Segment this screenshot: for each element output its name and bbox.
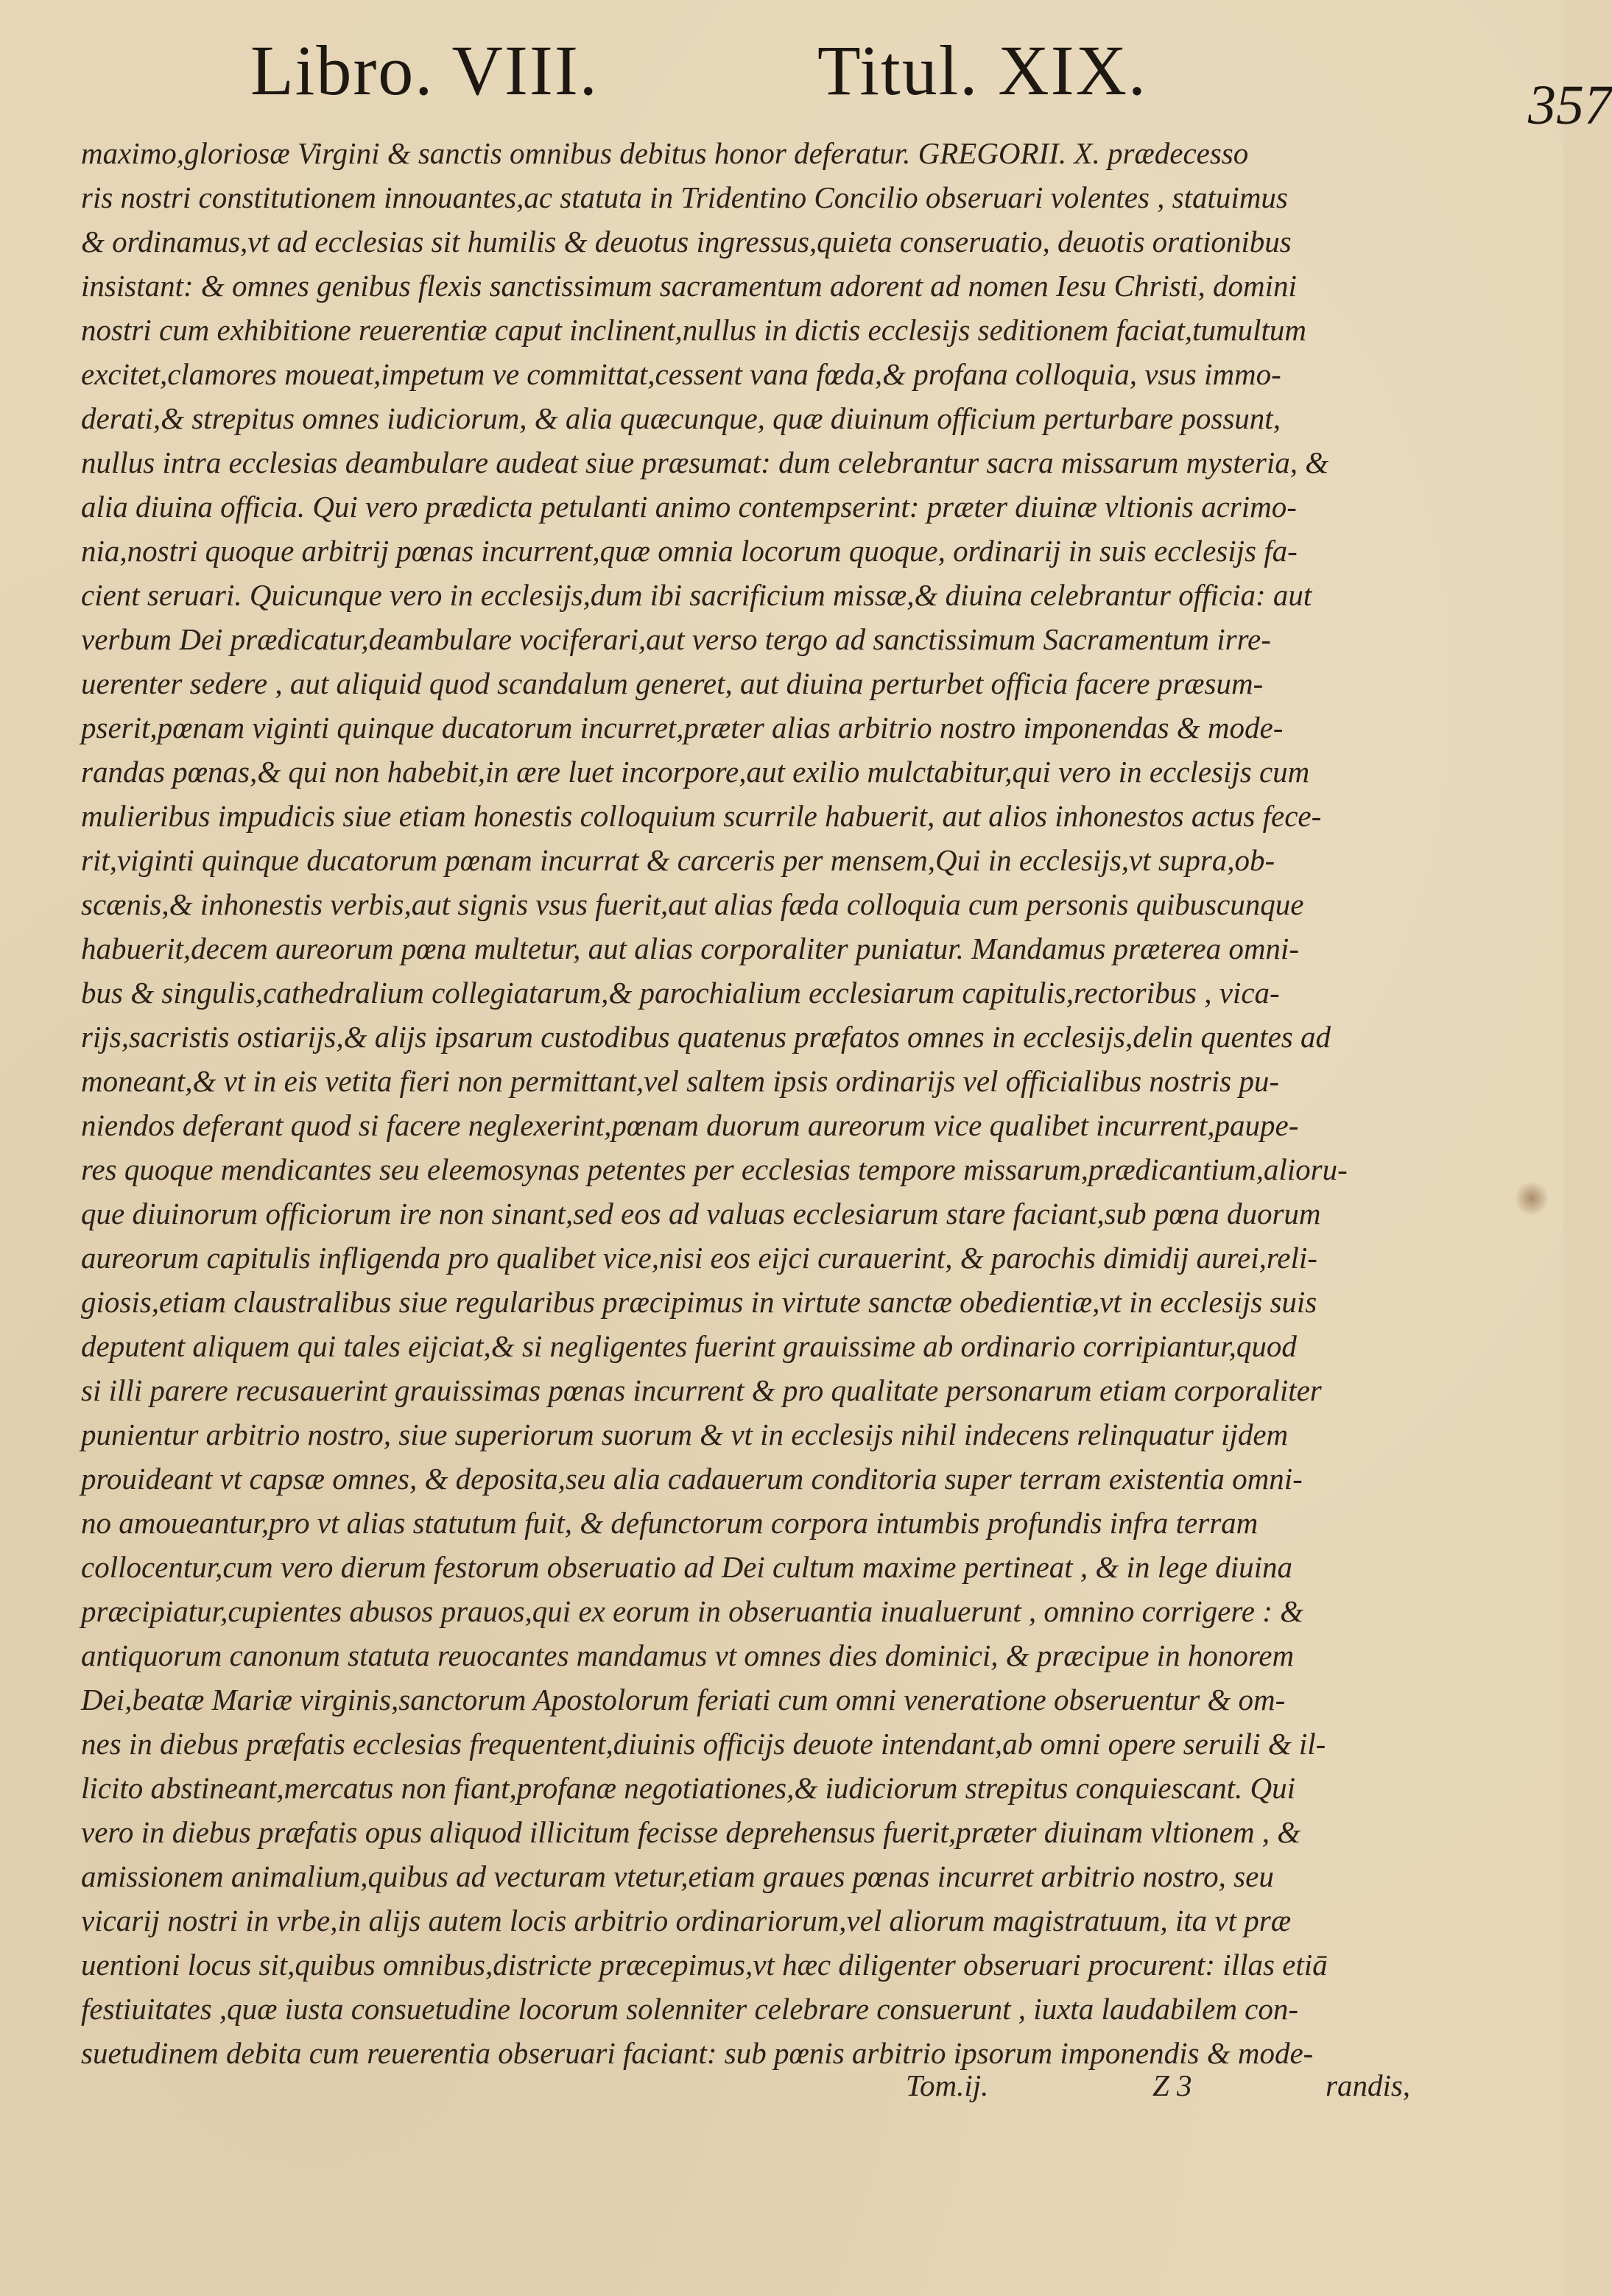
- text-line: uerenter sedere , aut aliquid quod scandalum generet, aut diuina perturbet officia facere præsum-: [81, 666, 1264, 700]
- text-line: moneant,& vt in eis vetita fieri non permittant,vel saltem ipsis ordinarijs vel officialibus nostris pu-: [81, 1064, 1279, 1098]
- text-line: collocentur,cum vero dierum festorum obseruatio ad Dei cultum maxime pertineat , & in lege diuina: [81, 1550, 1293, 1584]
- page-header: [243, 22, 1612, 136]
- text-line: suetudinem debita cum reuerentia obseruari faciant: sub pœnis arbitrio ipsorum imponendis & mode-: [81, 2036, 1314, 2070]
- paper-stain: [1513, 1182, 1550, 1215]
- text-line: prouideant vt capsæ omnes, & deposita,seu alia cadauerum conditoria super terram existentia omni-: [81, 1462, 1303, 1496]
- text-line: punientur arbitrio nostro, siue superiorum suorum & vt in ecclesijs nihil indecens relinquatur ijdem: [81, 1418, 1289, 1451]
- text-line: bus & singulis,cathedralium collegiatarum,& parochialium ecclesiarum capitulis,rectoribus , vica-: [81, 976, 1280, 1010]
- page-footer: [81, 2068, 1411, 2112]
- text-line: aureorum capitulis infligenda pro qualibet vice,nisi eos eijci curauerint, & parochis dimidij aurei,reli-: [81, 1241, 1317, 1275]
- page-number: 357: [1528, 74, 1612, 136]
- text-line: & ordinamus,vt ad ecclesias sit humilis & deuotus ingressus,quieta conseruatio, deuotis orationibus: [81, 225, 1292, 258]
- text-line: vicarij nostri in vrbe,in alijs autem locis arbitrio ordinariorum,vel aliorum magistratuum, ita vt præ: [81, 1904, 1292, 1937]
- signature-mark: Z 3: [1152, 2068, 1192, 2102]
- text-line: maximo,gloriosæ Virgini & sanctis omnibus debitus honor deferatur. GREGORII. X. prædecesso: [81, 136, 1249, 170]
- text-line: nia,nostri quoque arbitrij pœnas incurrent,quæ omnia locorum quoque, ordinarij in suis ecclesijs fa-: [81, 534, 1298, 568]
- text-line: ris nostri constitutionem innouantes,ac statuta in Tridentino Concilio obseruari volentes , statuimus: [81, 180, 1288, 214]
- text-line: scænis,& inhonestis verbis,aut signis vsus fuerit,aut alias fæda colloquia cum personis quibuscunque: [81, 887, 1304, 921]
- running-head-right: Titul. XIX.: [817, 31, 1147, 110]
- text-line: nullus intra ecclesias deambulare audeat siue præsumat: dum celebrantur sacra missarum mysteria, &: [81, 446, 1329, 479]
- text-line: giosis,etiam claustralibus siue regularibus præcipimus in virtute sanctæ obedientiæ,vt in ecclesijs suis: [81, 1285, 1317, 1319]
- text-line: deputent aliquem qui tales eijciat,& si negligentes fuerint grauissime ab ordinario corripiantur,quod: [81, 1329, 1297, 1363]
- text-line: rijs,sacristis ostiarijs,& alijs ipsarum custodibus quatenus præfatos omnes in ecclesijs,delin quentes ad: [81, 1020, 1331, 1054]
- text-line: antiquorum canonum statuta reuocantes mandamus vt omnes dies dominici, & præcipue in honorem: [81, 1638, 1295, 1672]
- text-line: randas pœnas,& qui non habebit,in ære luet incorpore,aut exilio mulctabitur,qui vero in ecclesijs cum: [81, 755, 1310, 789]
- text-line: præcipiatur,cupientes abusos prauos,qui ex eorum in obseruantia inualuerunt , omnino corrigere : &: [81, 1594, 1304, 1628]
- text-line: si illi parere recusauerint grauissimas pœnas incurrent & pro qualitate personarum etiam corporaliter: [81, 1373, 1322, 1407]
- text-line: festiuitates ,quæ iusta consuetudine locorum solenniter celebrare consuerunt , iuxta laudabilem con-: [81, 1992, 1299, 2026]
- text-line: licito abstineant,mercatus non fiant,profanæ negotiationes,& iudiciorum strepitus conquiescant. Qui: [81, 1771, 1296, 1805]
- text-line: habuerit,decem aureorum pœna multetur, aut alias corporaliter puniatur. Mandamus præterea omni-: [81, 932, 1299, 965]
- volume-mark: Tom.ij.: [906, 2068, 989, 2102]
- text-line: mulieribus impudicis siue etiam honestis colloquium scurrile habuerit, aut alios inhonestos actus fece-: [81, 799, 1322, 833]
- text-line: verbum Dei prædicatur,deambulare vociferari,aut verso tergo ad sanctissimum Sacramentum irre-: [81, 622, 1271, 656]
- text-line: Dei,beatæ Mariæ virginis,sanctorum Apostolorum feriati cum omni veneratione obseruentur & om-: [81, 1683, 1286, 1716]
- text-line: cient seruari. Quicunque vero in ecclesijs,dum ibi sacrificium missæ,& diuina celebrantur officia: aut: [81, 578, 1312, 612]
- text-line: rit,viginti quinque ducatorum pœnam incurrat & carceris per mensem,Qui in ecclesijs,vt supra,ob-: [81, 843, 1275, 877]
- text-line: niendos deferant quod si facere neglexerint,pœnam duorum aureorum vice qualibet incurrent,paupe-: [81, 1108, 1299, 1142]
- text-line: pserit,pœnam viginti quinque ducatorum incurret,præter alias arbitrio nostro imponendas & mode-: [81, 711, 1284, 744]
- running-head-left: Libro. VIII.: [250, 31, 599, 110]
- text-line: uentioni locus sit,quibus omnibus,districte præcepimus,vt hæc diligenter obseruari procurent: illas etiā: [81, 1948, 1328, 1982]
- text-line: que diuinorum officiorum ire non sinant,sed eos ad valuas ecclesiarum stare faciant,sub pœna duorum: [81, 1197, 1321, 1230]
- catchword: randis,: [1326, 2068, 1411, 2102]
- text-line: no amoueantur,pro vt alias statutum fuit, & defunctorum corpora intumbis profundis infra terram: [81, 1506, 1259, 1540]
- text-line: insistant: & omnes genibus flexis sanctissimum sacramentum adorent ad nomen Iesu Christi, domini: [81, 269, 1297, 303]
- text-line: res quoque mendicantes seu eleemosynas petentes per ecclesias tempore missarum,prædicantium,alioru-: [81, 1152, 1348, 1186]
- text-line: nostri cum exhibitione reuerentiæ caput inclinent,nullus in dictis ecclesijs seditionem faciat,tumultum: [81, 313, 1307, 347]
- text-line: amissionem animalium,quibus ad vecturam vtetur,etiam graues pœnas incurret arbitrio nostro, seu: [81, 1859, 1274, 1893]
- text-line: nes in diebus præfatis ecclesias frequentent,diuinis officijs deuote intendant,ab omni opere seruili & il-: [81, 1727, 1326, 1761]
- text-line: alia diuina officia. Qui vero prædicta petulanti animo contempserint: præter diuinæ vltionis acrimo-: [81, 490, 1297, 524]
- text-line: vero in diebus præfatis opus aliquod illicitum fecisse deprehensus fuerit,præter diuinam vltionem , &: [81, 1815, 1301, 1849]
- body-text: [81, 131, 1403, 2075]
- text-line: derati,& strepitus omnes iudiciorum, & alia quæcunque, quæ diuinum officium perturbare possunt,: [81, 401, 1281, 435]
- text-line: excitet,clamores moueat,impetum ve committat,cessent vana fœda,& profana colloquia, vsus immo-: [81, 357, 1281, 391]
